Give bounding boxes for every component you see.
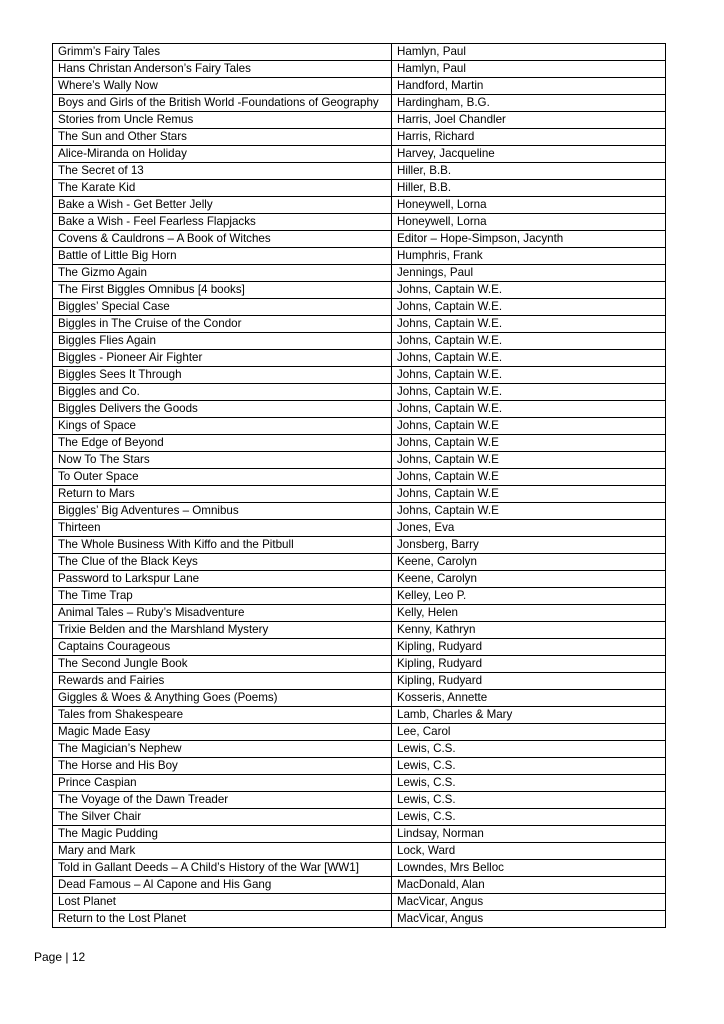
table-row <box>53 826 666 843</box>
table-row <box>53 418 666 435</box>
book-title-cell: Thirteen <box>53 520 392 537</box>
table-row <box>53 452 666 469</box>
book-title-cell: The Magic Pudding <box>53 826 392 843</box>
book-author-cell: Johns, Captain W.E <box>392 452 666 469</box>
book-title-cell: Where’s Wally Now <box>53 78 392 95</box>
book-author-cell: Johns, Captain W.E. <box>392 333 666 350</box>
book-title-cell: Battle of Little Big Horn <box>53 248 392 265</box>
table-row <box>53 588 666 605</box>
book-title-cell: Biggles in The Cruise of the Condor <box>53 316 392 333</box>
table-row <box>53 231 666 248</box>
book-title-cell: The Second Jungle Book <box>53 656 392 673</box>
book-title-cell: The Edge of Beyond <box>53 435 392 452</box>
book-title-cell: Kings of Space <box>53 418 392 435</box>
book-author-cell: Honeywell, Lorna <box>392 214 666 231</box>
book-title-cell: Giggles & Woes & Anything Goes (Poems) <box>53 690 392 707</box>
book-author-cell: Hamlyn, Paul <box>392 44 666 61</box>
book-author-cell: Jonsberg, Barry <box>392 537 666 554</box>
table-row <box>53 520 666 537</box>
book-list-body <box>53 44 666 928</box>
table-row <box>53 282 666 299</box>
book-author-cell: Kipling, Rudyard <box>392 656 666 673</box>
book-title-cell: Prince Caspian <box>53 775 392 792</box>
table-row <box>53 78 666 95</box>
table-row <box>53 673 666 690</box>
book-author-cell: Johns, Captain W.E. <box>392 384 666 401</box>
book-author-cell: Johns, Captain W.E. <box>392 350 666 367</box>
table-row <box>53 469 666 486</box>
book-title-cell: Covens & Cauldrons – A Book of Witches <box>53 231 392 248</box>
table-row <box>53 112 666 129</box>
table-row <box>53 316 666 333</box>
book-title-cell: Return to the Lost Planet <box>53 911 392 928</box>
table-row <box>53 724 666 741</box>
table-row <box>53 571 666 588</box>
table-row <box>53 197 666 214</box>
book-author-cell: Lee, Carol <box>392 724 666 741</box>
book-author-cell: Johns, Captain W.E <box>392 435 666 452</box>
book-title-cell: Now To The Stars <box>53 452 392 469</box>
book-title-cell: Bake a Wish - Feel Fearless Flapjacks <box>53 214 392 231</box>
book-author-cell: Handford, Martin <box>392 78 666 95</box>
book-title-cell: The Voyage of the Dawn Treader <box>53 792 392 809</box>
book-author-cell: Johns, Captain W.E. <box>392 316 666 333</box>
page-footer <box>34 949 85 965</box>
book-title-cell: Biggles - Pioneer Air Fighter <box>53 350 392 367</box>
book-title-cell: Captains Courageous <box>53 639 392 656</box>
book-title-cell: Alice-Miranda on Holiday <box>53 146 392 163</box>
book-title-cell: To Outer Space <box>53 469 392 486</box>
book-title-cell: Tales from Shakespeare <box>53 707 392 724</box>
table-row <box>53 656 666 673</box>
book-title-cell: The Horse and His Boy <box>53 758 392 775</box>
table-row <box>53 435 666 452</box>
table-row <box>53 843 666 860</box>
book-author-cell: Lamb, Charles & Mary <box>392 707 666 724</box>
table-row <box>53 61 666 78</box>
page-number: 12 <box>71 950 86 964</box>
book-author-cell: Lowndes, Mrs Belloc <box>392 860 666 877</box>
book-author-cell: Keene, Carolyn <box>392 554 666 571</box>
book-author-cell: Lock, Ward <box>392 843 666 860</box>
book-author-cell: Lewis, C.S. <box>392 775 666 792</box>
book-title-cell: Biggles Sees It Through <box>53 367 392 384</box>
book-author-cell: Editor – Hope-Simpson, Jacynth <box>392 231 666 248</box>
book-author-cell: Kipling, Rudyard <box>392 673 666 690</box>
book-title-cell: The Gizmo Again <box>53 265 392 282</box>
book-author-cell: Harris, Richard <box>392 129 666 146</box>
book-title-cell: Biggles’ Big Adventures – Omnibus <box>53 503 392 520</box>
table-row <box>53 877 666 894</box>
book-title-cell: The Sun and Other Stars <box>53 129 392 146</box>
book-title-cell: The Karate Kid <box>53 180 392 197</box>
table-row <box>53 894 666 911</box>
book-title-cell: The Whole Business With Kiffo and the Pitbull <box>53 537 392 554</box>
book-author-cell: Lewis, C.S. <box>392 741 666 758</box>
book-title-cell: Magic Made Easy <box>53 724 392 741</box>
table-row <box>53 690 666 707</box>
table-row <box>53 503 666 520</box>
book-author-cell: Humphris, Frank <box>392 248 666 265</box>
book-title-cell: Told in Gallant Deeds – A Child’s History of the War [WW1] <box>53 860 392 877</box>
book-title-cell: Biggles’ Special Case <box>53 299 392 316</box>
table-row <box>53 180 666 197</box>
book-author-cell: Johns, Captain W.E <box>392 503 666 520</box>
book-author-cell: Hamlyn, Paul <box>392 61 666 78</box>
book-author-cell: Lewis, C.S. <box>392 809 666 826</box>
book-author-cell: MacDonald, Alan <box>392 877 666 894</box>
table-row <box>53 248 666 265</box>
book-title-cell: Trixie Belden and the Marshland Mystery <box>53 622 392 639</box>
book-author-cell: Harris, Joel Chandler <box>392 112 666 129</box>
book-title-cell: Rewards and Fairies <box>53 673 392 690</box>
table-row <box>53 537 666 554</box>
book-author-cell: MacVicar, Angus <box>392 911 666 928</box>
book-title-cell: Biggles Flies Again <box>53 333 392 350</box>
table-row <box>53 792 666 809</box>
table-row <box>53 163 666 180</box>
book-author-cell: Kelly, Helen <box>392 605 666 622</box>
book-author-cell: Johns, Captain W.E. <box>392 367 666 384</box>
book-author-cell: Kosseris, Annette <box>392 690 666 707</box>
page-separator: | <box>65 950 69 964</box>
book-author-cell: Hardingham, B.G. <box>392 95 666 112</box>
book-title-cell: Dead Famous – Al Capone and His Gang <box>53 877 392 894</box>
table-row <box>53 299 666 316</box>
book-author-cell: Johns, Captain W.E. <box>392 401 666 418</box>
table-row <box>53 809 666 826</box>
book-author-cell: Johns, Captain W.E <box>392 418 666 435</box>
book-title-cell: Mary and Mark <box>53 843 392 860</box>
table-row <box>53 554 666 571</box>
book-author-cell: Johns, Captain W.E. <box>392 299 666 316</box>
table-row <box>53 129 666 146</box>
book-author-cell: Harvey, Jacqueline <box>392 146 666 163</box>
book-author-cell: Honeywell, Lorna <box>392 197 666 214</box>
book-title-cell: Biggles and Co. <box>53 384 392 401</box>
book-title-cell: Password to Larkspur Lane <box>53 571 392 588</box>
book-title-cell: Return to Mars <box>53 486 392 503</box>
book-title-cell: The Time Trap <box>53 588 392 605</box>
book-title-cell: The Magician’s Nephew <box>53 741 392 758</box>
table-row <box>53 146 666 163</box>
table-row <box>53 622 666 639</box>
table-row <box>53 44 666 61</box>
table-row <box>53 350 666 367</box>
book-author-cell: Lewis, C.S. <box>392 792 666 809</box>
book-author-cell: Hiller, B.B. <box>392 163 666 180</box>
book-author-cell: Johns, Captain W.E. <box>392 282 666 299</box>
book-author-cell: Kenny, Kathryn <box>392 622 666 639</box>
book-author-cell: Johns, Captain W.E <box>392 486 666 503</box>
book-title-cell: Hans Christan Anderson’s Fairy Tales <box>53 61 392 78</box>
book-author-cell: Hiller, B.B. <box>392 180 666 197</box>
table-row <box>53 367 666 384</box>
table-row <box>53 401 666 418</box>
book-title-cell: Biggles Delivers the Goods <box>53 401 392 418</box>
book-author-cell: Jones, Eva <box>392 520 666 537</box>
table-row <box>53 265 666 282</box>
book-author-cell: Kelley, Leo P. <box>392 588 666 605</box>
book-title-cell: The Secret of 13 <box>53 163 392 180</box>
book-title-cell: The First Biggles Omnibus [4 books] <box>53 282 392 299</box>
book-author-cell: Lindsay, Norman <box>392 826 666 843</box>
book-title-cell: Boys and Girls of the British World -Foundations of Geography <box>53 95 392 112</box>
book-title-cell: Stories from Uncle Remus <box>53 112 392 129</box>
book-author-cell: Johns, Captain W.E <box>392 469 666 486</box>
table-row <box>53 707 666 724</box>
book-author-cell: MacVicar, Angus <box>392 894 666 911</box>
book-list-table <box>52 43 666 928</box>
page-label: Page <box>34 950 63 964</box>
table-row <box>53 605 666 622</box>
book-author-cell: Kipling, Rudyard <box>392 639 666 656</box>
book-author-cell: Jennings, Paul <box>392 265 666 282</box>
table-row <box>53 333 666 350</box>
book-title-cell: The Clue of the Black Keys <box>53 554 392 571</box>
table-row <box>53 384 666 401</box>
book-title-cell: The Silver Chair <box>53 809 392 826</box>
table-row <box>53 775 666 792</box>
table-row <box>53 741 666 758</box>
table-row <box>53 639 666 656</box>
table-row <box>53 486 666 503</box>
table-row <box>53 95 666 112</box>
table-row <box>53 214 666 231</box>
book-title-cell: Animal Tales – Ruby’s Misadventure <box>53 605 392 622</box>
table-row <box>53 860 666 877</box>
book-title-cell: Grimm’s Fairy Tales <box>53 44 392 61</box>
book-author-cell: Keene, Carolyn <box>392 571 666 588</box>
book-title-cell: Lost Planet <box>53 894 392 911</box>
table-row <box>53 758 666 775</box>
book-title-cell: Bake a Wish - Get Better Jelly <box>53 197 392 214</box>
book-author-cell: Lewis, C.S. <box>392 758 666 775</box>
table-row <box>53 911 666 928</box>
